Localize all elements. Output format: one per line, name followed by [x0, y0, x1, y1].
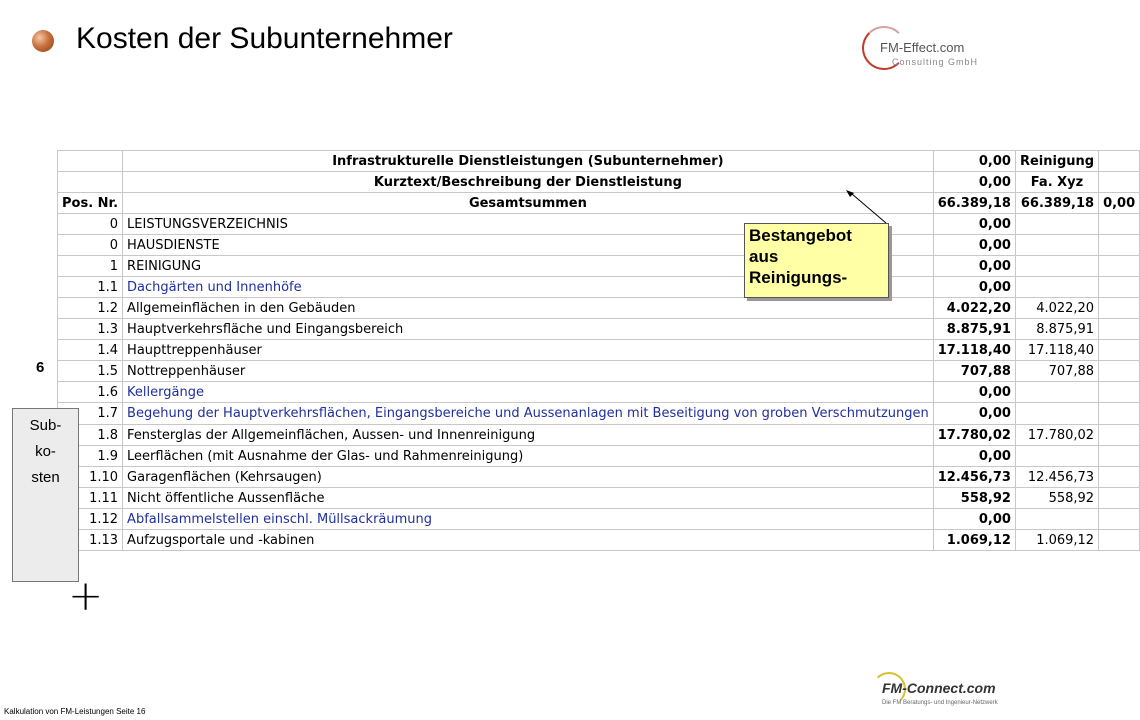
subbox-line: ko-	[35, 443, 56, 460]
pos-cell[interactable]: 1.4	[58, 340, 123, 361]
table-row	[58, 509, 1140, 530]
description-cell[interactable]: Fensterglas der Allgemeinflächen, Aussen- und Innenreinigung	[123, 425, 934, 446]
description-cell[interactable]: Hauptverkehrsfläche und Eingangsbereich	[123, 319, 934, 340]
table-row	[58, 425, 1140, 446]
offer-cell[interactable]	[1015, 446, 1098, 467]
pos-cell[interactable]: 1.9	[58, 446, 123, 467]
logo-tagline: Consulting GmbH	[892, 57, 979, 67]
cost-table	[57, 150, 1140, 551]
description-cell[interactable]: Dachgärten und Innenhöfe	[123, 277, 934, 298]
empty-cell[interactable]	[1099, 298, 1140, 319]
description-cell[interactable]: Begehung der Hauptverkehrsflächen, Eingangsbereiche und Aussenanlagen mit Beseitigung von groben Verschmutzungen	[123, 403, 934, 425]
empty-cell[interactable]	[1099, 214, 1140, 235]
empty-cell[interactable]	[1099, 361, 1140, 382]
sum-cell[interactable]: 0,00	[933, 214, 1015, 235]
sum-cell[interactable]: 8.875,91	[933, 319, 1015, 340]
header-cell[interactable]: Kurztext/Beschreibung der Dienstleistung	[123, 172, 934, 193]
empty-cell[interactable]	[1099, 509, 1140, 530]
pos-cell[interactable]: 1.5	[58, 361, 123, 382]
callout-note	[744, 223, 889, 298]
empty-cell[interactable]	[1099, 235, 1140, 256]
offer-cell[interactable]	[1015, 277, 1098, 298]
sum-cell[interactable]: 0,00	[933, 403, 1015, 425]
slide-title: Kosten der Subunternehmer	[76, 22, 453, 55]
pos-cell[interactable]: 1.8	[58, 425, 123, 446]
header-cell[interactable]: 66.389,18	[1015, 193, 1098, 214]
table-row	[58, 382, 1140, 403]
header-cell[interactable]	[58, 172, 123, 193]
header-row-1	[58, 151, 1140, 172]
offer-cell[interactable]: 707,88	[1015, 361, 1098, 382]
description-cell[interactable]: REINIGUNG	[123, 256, 934, 277]
sum-cell[interactable]: 0,00	[933, 277, 1015, 298]
description-cell[interactable]: Aufzugsportale und -kabinen	[123, 530, 934, 551]
pos-cell[interactable]: 1.2	[58, 298, 123, 319]
table-row	[58, 403, 1140, 425]
callout-line: aus	[749, 247, 779, 266]
subkosten-box	[12, 408, 79, 582]
sum-cell[interactable]: 17.118,40	[933, 340, 1015, 361]
table-row	[58, 235, 1140, 256]
header-cell[interactable]	[1099, 151, 1140, 172]
table-row	[58, 256, 1140, 277]
table-row	[58, 361, 1140, 382]
header-cell[interactable]: Infrastrukturelle Dienstleistungen (Subunternehmer)	[123, 151, 934, 172]
empty-cell[interactable]	[1099, 277, 1140, 298]
pos-cell[interactable]: 1.1	[58, 277, 123, 298]
pos-cell[interactable]: 1.12	[58, 509, 123, 530]
offer-cell[interactable]: 8.875,91	[1015, 319, 1098, 340]
pos-cell[interactable]: 1.13	[58, 530, 123, 551]
offer-cell[interactable]	[1015, 235, 1098, 256]
description-cell[interactable]: Abfallsammelstellen einschl. Müllsackräumung	[123, 509, 934, 530]
sum-cell[interactable]: 0,00	[933, 509, 1015, 530]
description-cell[interactable]: Haupttreppenhäuser	[123, 340, 934, 361]
sum-cell[interactable]: 0,00	[933, 446, 1015, 467]
header-cell[interactable]: 0,00	[933, 172, 1015, 193]
description-cell[interactable]: Allgemeinflächen in den Gebäuden	[123, 298, 934, 319]
offer-cell[interactable]: 558,92	[1015, 488, 1098, 509]
offer-cell[interactable]: 12.456,73	[1015, 467, 1098, 488]
empty-cell[interactable]	[1099, 319, 1140, 340]
title-bullet-icon	[32, 30, 54, 52]
logo-name: FM-Connect.com	[882, 680, 996, 696]
table-row	[58, 277, 1140, 298]
fm-effect-logo	[862, 24, 979, 74]
sum-cell[interactable]: 558,92	[933, 488, 1015, 509]
header-cell[interactable]: Pos. Nr.	[58, 193, 123, 214]
description-cell[interactable]: Kellergänge	[123, 382, 934, 403]
description-cell[interactable]: LEISTUNGSVERZEICHNIS	[123, 214, 934, 235]
header-row-2	[58, 172, 1140, 193]
offer-cell[interactable]	[1015, 214, 1098, 235]
empty-cell[interactable]	[1099, 530, 1140, 551]
pos-cell[interactable]: 1.3	[58, 319, 123, 340]
header-cell[interactable]: 0,00	[1099, 193, 1140, 214]
subbox-line: sten	[31, 469, 60, 486]
header-cell[interactable]: Reinigung	[1015, 151, 1098, 172]
sum-cell[interactable]: 1.069,12	[933, 530, 1015, 551]
plus-icon: +	[68, 571, 104, 620]
table-row	[58, 446, 1140, 467]
pos-cell[interactable]: 0	[58, 214, 123, 235]
empty-cell[interactable]	[1099, 340, 1140, 361]
footer-text: Kalkulation von FM-Leistungen Seite 16	[4, 707, 146, 716]
logo-name: FM-Effect.com	[880, 40, 965, 55]
header-cell[interactable]: 66.389,18	[933, 193, 1015, 214]
sum-cell[interactable]: 12.456,73	[933, 467, 1015, 488]
pos-cell[interactable]: 0	[58, 235, 123, 256]
empty-cell[interactable]	[1099, 403, 1140, 425]
offer-cell[interactable]	[1015, 256, 1098, 277]
pos-cell[interactable]: 1	[58, 256, 123, 277]
empty-cell[interactable]	[1099, 446, 1140, 467]
empty-cell[interactable]	[1099, 467, 1140, 488]
logo-tagline: Die FM Beratungs- und Ingenieur-Netzwerk	[882, 700, 998, 706]
offer-cell[interactable]: 17.118,40	[1015, 340, 1098, 361]
table-row	[58, 530, 1140, 551]
header-cell[interactable]: Gesamtsummen	[123, 193, 934, 214]
pos-cell[interactable]: 1.6	[58, 382, 123, 403]
empty-cell[interactable]	[1099, 488, 1140, 509]
table-row	[58, 340, 1140, 361]
pos-cell[interactable]: 1.11	[58, 488, 123, 509]
sum-cell[interactable]: 0,00	[933, 235, 1015, 256]
offer-cell[interactable]	[1015, 382, 1098, 403]
subbox-line: Sub-	[29, 417, 62, 434]
description-cell[interactable]: Leerflächen (mit Ausnahme der Glas- und Rahmenreinigung)	[123, 446, 934, 467]
side-number: 6	[36, 359, 45, 376]
offer-cell[interactable]: 1.069,12	[1015, 530, 1098, 551]
offer-cell[interactable]: 17.780,02	[1015, 425, 1098, 446]
header-cell[interactable]: Fa. Xyz	[1015, 172, 1098, 193]
callout-line: Bestangebot	[749, 226, 852, 245]
table-row	[58, 298, 1140, 319]
empty-cell[interactable]	[1099, 425, 1140, 446]
offer-cell[interactable]: 4.022,20	[1015, 298, 1098, 319]
empty-cell[interactable]	[1099, 382, 1140, 403]
description-cell[interactable]: Nicht öffentliche Aussenfläche	[123, 488, 934, 509]
table-row	[58, 488, 1140, 509]
description-cell[interactable]: Garagenflächen (Kehrsaugen)	[123, 467, 934, 488]
fm-connect-logo	[872, 672, 998, 716]
header-cell[interactable]: 0,00	[933, 151, 1015, 172]
table-row	[58, 214, 1140, 235]
description-cell[interactable]: HAUSDIENSTE	[123, 235, 934, 256]
offer-cell[interactable]	[1015, 509, 1098, 530]
sum-cell[interactable]: 4.022,20	[933, 298, 1015, 319]
sum-cell[interactable]: 0,00	[933, 382, 1015, 403]
offer-cell[interactable]	[1015, 403, 1098, 425]
header-cell[interactable]	[1099, 172, 1140, 193]
callout-line: Reinigungs-	[749, 268, 848, 287]
sum-cell[interactable]: 17.780,02	[933, 425, 1015, 446]
pos-cell[interactable]: 1.10	[58, 467, 123, 488]
header-row-3	[58, 193, 1140, 214]
sum-cell[interactable]: 0,00	[933, 256, 1015, 277]
description-cell[interactable]: Nottreppenhäuser	[123, 361, 934, 382]
empty-cell[interactable]	[1099, 256, 1140, 277]
pos-cell[interactable]: 1.7	[58, 403, 123, 425]
table-row	[58, 319, 1140, 340]
table-row	[58, 467, 1140, 488]
header-cell[interactable]	[58, 151, 123, 172]
sum-cell[interactable]: 707,88	[933, 361, 1015, 382]
